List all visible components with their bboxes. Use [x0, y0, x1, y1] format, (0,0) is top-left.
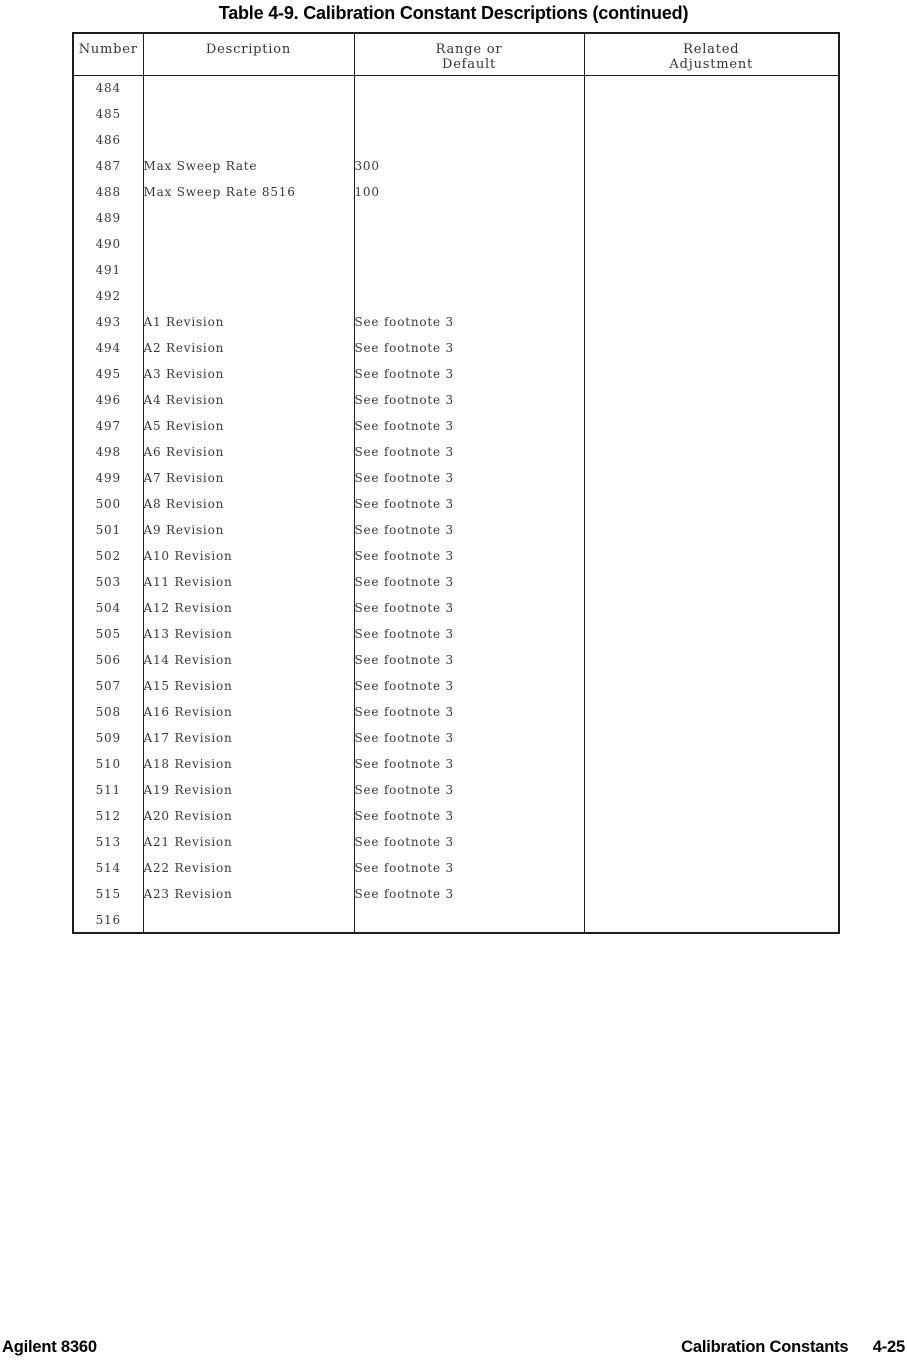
cell-description: A21 Revision	[143, 829, 354, 855]
cell-number: 492	[95, 289, 121, 303]
cell-related	[584, 829, 839, 855]
cell-number: 499	[95, 471, 121, 485]
cell-range: See footnote 3	[354, 387, 584, 413]
cell-range: See footnote 3	[354, 569, 584, 595]
cell-description	[143, 101, 354, 127]
cell-number: 495	[95, 367, 121, 381]
footer-right-group	[681, 1338, 905, 1357]
cell-description: A7 Revision	[143, 465, 354, 491]
table-row	[73, 231, 839, 257]
cell-related	[584, 309, 839, 335]
cell-range: 100	[354, 179, 584, 205]
cell-number: 504	[95, 601, 121, 615]
cell-range: See footnote 3	[354, 309, 584, 335]
cell-description: A11 Revision	[143, 569, 354, 595]
cell-description: A13 Revision	[143, 621, 354, 647]
table-row	[73, 361, 839, 387]
cell-range	[354, 283, 584, 309]
footer-section-title: Calibration Constants	[681, 1338, 849, 1356]
cell-number: 484	[95, 81, 121, 96]
table-row	[73, 595, 839, 621]
table-row	[73, 413, 839, 439]
cell-description	[143, 75, 354, 101]
cell-related	[584, 283, 839, 309]
column-header-number	[73, 33, 143, 75]
table-row	[73, 205, 839, 231]
table-row	[73, 387, 839, 413]
cell-description: A3 Revision	[143, 361, 354, 387]
header-row	[73, 33, 839, 75]
cell-description: A2 Revision	[143, 335, 354, 361]
table-row	[73, 127, 839, 153]
cell-range: See footnote 3	[354, 517, 584, 543]
cell-range: See footnote 3	[354, 335, 584, 361]
cell-description: A16 Revision	[143, 699, 354, 725]
cell-description: A23 Revision	[143, 881, 354, 907]
header-label: Number	[78, 42, 138, 57]
cell-range: See footnote 3	[354, 777, 584, 803]
cell-number: 509	[95, 731, 121, 745]
cell-related	[584, 881, 839, 907]
cell-number: 500	[95, 497, 121, 511]
cell-number: 508	[95, 705, 121, 719]
table-row	[73, 829, 839, 855]
page-title: Table 4-9. Calibration Constant Descriptions (continued)	[218, 3, 689, 23]
table-row	[73, 621, 839, 647]
cell-range: See footnote 3	[354, 803, 584, 829]
cell-description	[143, 205, 354, 231]
cell-related	[584, 361, 839, 387]
cell-number: 491	[95, 263, 121, 277]
cell-number: 497	[95, 419, 121, 433]
cell-related	[584, 491, 839, 517]
cell-related	[584, 439, 839, 465]
cell-number: 501	[95, 523, 121, 537]
cell-range	[354, 907, 584, 933]
cell-description: A19 Revision	[143, 777, 354, 803]
table-row	[73, 75, 839, 101]
cell-number: 493	[95, 315, 121, 329]
cell-description: A15 Revision	[143, 673, 354, 699]
footer-page-number: 4-25	[872, 1338, 905, 1356]
cell-range	[354, 205, 584, 231]
cell-number: 490	[95, 237, 121, 251]
calibration-constants-table	[72, 32, 840, 934]
cell-number: 513	[95, 835, 121, 849]
cell-related	[584, 231, 839, 257]
cell-range: See footnote 3	[354, 439, 584, 465]
cell-number: 506	[95, 653, 121, 667]
cell-description: Max Sweep Rate 8516	[143, 179, 354, 205]
cell-number: 485	[95, 107, 121, 121]
cell-range: See footnote 3	[354, 361, 584, 387]
table-row	[73, 569, 839, 595]
cell-related	[584, 153, 839, 179]
cell-description	[143, 907, 354, 933]
cell-related	[584, 179, 839, 205]
cell-range: See footnote 3	[354, 751, 584, 777]
cell-range: See footnote 3	[354, 673, 584, 699]
cell-related	[584, 803, 839, 829]
table-row	[73, 751, 839, 777]
cell-range	[354, 231, 584, 257]
cell-description: A6 Revision	[143, 439, 354, 465]
cell-number: 503	[95, 575, 121, 589]
table-row	[73, 517, 839, 543]
cell-related	[584, 335, 839, 361]
cell-range: See footnote 3	[354, 829, 584, 855]
cell-number: 488	[95, 185, 121, 199]
cell-range: See footnote 3	[354, 543, 584, 569]
column-header-related-adjustment	[584, 33, 839, 75]
cell-related	[584, 569, 839, 595]
cell-description	[143, 127, 354, 153]
table-body	[73, 75, 839, 933]
table-row	[73, 491, 839, 517]
cell-related	[584, 257, 839, 283]
cell-range: See footnote 3	[354, 881, 584, 907]
header-label: Related	[683, 42, 740, 57]
table-row	[73, 673, 839, 699]
table-row	[73, 881, 839, 907]
cell-related	[584, 465, 839, 491]
cell-range: See footnote 3	[354, 595, 584, 621]
cell-range	[354, 257, 584, 283]
cell-description: A8 Revision	[143, 491, 354, 517]
header-label: Description	[205, 42, 292, 57]
cell-related	[584, 647, 839, 673]
cell-range: See footnote 3	[354, 491, 584, 517]
cell-number: 511	[95, 783, 121, 797]
cell-description: A17 Revision	[143, 725, 354, 751]
table-row	[73, 179, 839, 205]
cell-number: 496	[95, 393, 121, 407]
cell-related	[584, 543, 839, 569]
cell-description: A22 Revision	[143, 855, 354, 881]
cell-range	[354, 75, 584, 101]
cell-range: See footnote 3	[354, 647, 584, 673]
cell-range	[354, 101, 584, 127]
cell-range: See footnote 3	[354, 725, 584, 751]
cell-related	[584, 673, 839, 699]
cell-number: 507	[95, 679, 121, 693]
table-row	[73, 153, 839, 179]
cell-number: 486	[95, 133, 121, 147]
table-row	[73, 309, 839, 335]
cell-related	[584, 75, 839, 101]
cell-number: 489	[95, 211, 121, 225]
cell-range: See footnote 3	[354, 699, 584, 725]
cell-description: A20 Revision	[143, 803, 354, 829]
table-row	[73, 777, 839, 803]
table-row	[73, 543, 839, 569]
table-row	[73, 907, 839, 933]
cell-description	[143, 283, 354, 309]
cell-related	[584, 205, 839, 231]
cell-number: 514	[95, 861, 121, 875]
cell-description: A14 Revision	[143, 647, 354, 673]
table-row	[73, 803, 839, 829]
cell-related	[584, 595, 839, 621]
cell-description: A4 Revision	[143, 387, 354, 413]
cell-related	[584, 907, 839, 933]
cell-number: 487	[95, 159, 121, 173]
header-label-line2: Default	[441, 57, 497, 72]
column-header-range-default	[354, 33, 584, 75]
cell-number: 502	[95, 549, 121, 563]
cell-range: See footnote 3	[354, 413, 584, 439]
table-row	[73, 257, 839, 283]
cell-description: A1 Revision	[143, 309, 354, 335]
table-row	[73, 439, 839, 465]
table-row	[73, 101, 839, 127]
header-label-line2: Adjustment	[669, 57, 754, 72]
cell-related	[584, 517, 839, 543]
cell-number: 498	[95, 445, 121, 459]
cell-related	[584, 621, 839, 647]
cell-related	[584, 699, 839, 725]
cell-number: 516	[95, 912, 121, 927]
cell-number: 505	[95, 627, 121, 641]
footer-product-name: Agilent 8360	[2, 1338, 97, 1356]
table-row	[73, 647, 839, 673]
table-row	[73, 855, 839, 881]
column-header-description	[143, 33, 354, 75]
cell-related	[584, 127, 839, 153]
cell-description: Max Sweep Rate	[143, 153, 354, 179]
table-row	[73, 335, 839, 361]
table-row	[73, 699, 839, 725]
cell-number: 510	[95, 757, 121, 771]
cell-description: A5 Revision	[143, 413, 354, 439]
cell-related	[584, 751, 839, 777]
cell-description: A12 Revision	[143, 595, 354, 621]
cell-description: A18 Revision	[143, 751, 354, 777]
cell-range: See footnote 3	[354, 855, 584, 881]
cell-number: 515	[95, 887, 121, 901]
cell-number: 512	[95, 809, 121, 823]
cell-related	[584, 725, 839, 751]
cell-range: See footnote 3	[354, 465, 584, 491]
cell-range: See footnote 3	[354, 621, 584, 647]
cell-related	[584, 777, 839, 803]
cell-description	[143, 257, 354, 283]
cell-related	[584, 855, 839, 881]
cell-number: 494	[95, 341, 121, 355]
table-header	[73, 33, 839, 75]
cell-description: A9 Revision	[143, 517, 354, 543]
cell-description	[143, 231, 354, 257]
page-footer	[2, 1338, 905, 1357]
cell-related	[584, 387, 839, 413]
cell-related	[584, 101, 839, 127]
table-row	[73, 283, 839, 309]
cell-description: A10 Revision	[143, 543, 354, 569]
cell-range	[354, 127, 584, 153]
table-row	[73, 465, 839, 491]
cell-related	[584, 413, 839, 439]
header-label: Range or	[435, 42, 503, 57]
table-row	[73, 725, 839, 751]
cell-range: 300	[354, 153, 584, 179]
